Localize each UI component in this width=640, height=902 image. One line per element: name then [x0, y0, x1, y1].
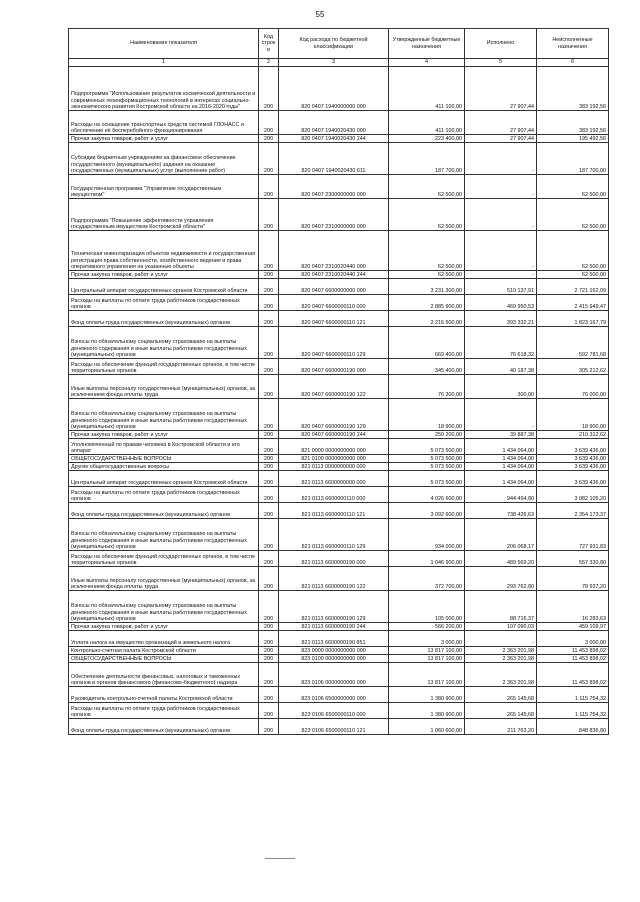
table-row	[69, 431, 609, 439]
row-budget-code: 821 0113 6600000190 000	[279, 551, 389, 567]
row-budget-code: 821 0113 6600000000 000	[279, 471, 389, 487]
table-row	[69, 623, 609, 631]
table-row	[69, 631, 609, 647]
header-budget-code: Код расхода по бюджетной классификации	[279, 29, 389, 59]
row-unexecuted: 2 721 162,09	[537, 279, 609, 295]
row-unexecuted: 187 700,00	[537, 143, 609, 175]
table-row	[69, 663, 609, 687]
row-approved: 5 073 500,00	[389, 463, 465, 471]
row-line-code: 200	[259, 359, 279, 375]
row-budget-code: 823 0100 0000000000 000	[279, 655, 389, 663]
row-line-code: 200	[259, 375, 279, 399]
row-approved: 105 000,00	[389, 591, 465, 623]
row-executed: 944 494,80	[465, 487, 537, 503]
row-name: Прочая закупка товаров, работ и услуг	[69, 623, 259, 631]
row-name: Техническая инвентаризация объектов недвижимости и государственная регистрация права собственности, хозяйственного ведения и права оперативного управления на указанные объекты	[69, 231, 259, 271]
row-executed: -	[465, 175, 537, 199]
row-unexecuted: 11 453 898,02	[537, 655, 609, 663]
row-approved: 13 817 100,00	[389, 655, 465, 663]
table-row	[69, 311, 609, 327]
row-line-code: 200	[259, 631, 279, 647]
row-approved: 187 700,00	[389, 143, 465, 175]
row-approved: 669 400,00	[389, 327, 465, 359]
row-budget-code: 820 0407 6600000110 129	[279, 327, 389, 359]
row-approved: 62 500,00	[389, 231, 465, 271]
row-unexecuted: 78 937,20	[537, 567, 609, 591]
table-row	[69, 143, 609, 175]
table-row	[69, 439, 609, 455]
row-executed: -	[465, 399, 537, 431]
table-row	[69, 327, 609, 359]
row-name: Расходы на выплаты по оплате труда работников государственных органов	[69, 703, 259, 719]
column-number: 5	[465, 59, 537, 67]
row-name: Фонд оплаты труда государственных (муниципальных) органов	[69, 503, 259, 519]
row-executed: 738 426,63	[465, 503, 537, 519]
table-row	[69, 399, 609, 431]
row-executed: 40 187,38	[465, 359, 537, 375]
row-budget-code: 823 0000 0000000000 000	[279, 647, 389, 655]
row-unexecuted: 2 354 173,37	[537, 503, 609, 519]
row-approved: 3 000,00	[389, 631, 465, 647]
table-row	[69, 279, 609, 295]
row-line-code: 200	[259, 271, 279, 279]
row-unexecuted: 3 082 105,20	[537, 487, 609, 503]
row-approved: 1 060 600,00	[389, 719, 465, 735]
table-row	[69, 687, 609, 703]
row-executed: 27 907,44	[465, 111, 537, 135]
row-line-code: 200	[259, 463, 279, 471]
row-executed: -	[465, 231, 537, 271]
column-number: 3	[279, 59, 389, 67]
column-number-row	[69, 59, 609, 67]
row-name: Иные выплаты персоналу государственных (муниципальных) органов, за исключением фонда оплаты труда	[69, 375, 259, 399]
row-executed: 211 763,20	[465, 719, 537, 735]
row-approved: 411 100,00	[389, 111, 465, 135]
row-approved: 13 817 100,00	[389, 663, 465, 687]
row-approved: 62 500,00	[389, 199, 465, 231]
table-row	[69, 503, 609, 519]
row-unexecuted: 3 639 436,00	[537, 463, 609, 471]
row-approved: 345 400,00	[389, 359, 465, 375]
row-approved: 5 073 500,00	[389, 471, 465, 487]
header-approved: Утвержденные бюджетные назначения	[389, 29, 465, 59]
row-executed: 2 363 201,98	[465, 647, 537, 655]
table-row	[69, 175, 609, 199]
row-executed: 293 762,80	[465, 567, 537, 591]
row-approved: 2 216 500,00	[389, 311, 465, 327]
row-unexecuted: 62 500,00	[537, 231, 609, 271]
row-approved: 3 092 600,00	[389, 503, 465, 519]
row-approved: 566 200,00	[389, 623, 465, 631]
row-approved: 18 900,00	[389, 399, 465, 431]
row-name: Уплата налога на имущество организаций и земельного налога	[69, 631, 259, 647]
row-unexecuted: 1 115 754,32	[537, 703, 609, 719]
row-budget-code: 820 0407 2310020440 000	[279, 231, 389, 271]
row-line-code: 200	[259, 487, 279, 503]
row-executed: -	[465, 631, 537, 647]
row-line-code: 200	[259, 687, 279, 703]
row-line-code: 200	[259, 567, 279, 591]
row-unexecuted: 727 931,83	[537, 519, 609, 551]
table-row	[69, 647, 609, 655]
row-budget-code: 820 0407 1940020430 244	[279, 135, 389, 143]
row-name: Центральный аппарат государственных органов Костромской области	[69, 279, 259, 295]
row-unexecuted: 11 453 898,02	[537, 663, 609, 687]
row-budget-code: 823 0106 0000000000 000	[279, 663, 389, 687]
row-line-code: 200	[259, 719, 279, 735]
row-line-code: 200	[259, 471, 279, 487]
row-unexecuted: 305 212,62	[537, 359, 609, 375]
row-name: Руководитель контрольно-счетной палаты Костромской области	[69, 687, 259, 703]
row-name: Взносы по обязательному социальному страхованию на выплаты денежного содержания и иные выплаты работникам государственных (муниципальных) органов	[69, 519, 259, 551]
row-executed: 1 434 064,00	[465, 463, 537, 471]
row-unexecuted: 1 823 167,79	[537, 311, 609, 327]
row-line-code: 200	[259, 143, 279, 175]
row-name: Уполномоченный по правам человека в Костромской области и его аппарат	[69, 439, 259, 455]
row-unexecuted: 2 415 949,47	[537, 295, 609, 311]
row-line-code: 200	[259, 455, 279, 463]
row-approved: 223 400,00	[389, 135, 465, 143]
row-executed: 107 090,03	[465, 623, 537, 631]
row-name: Взносы по обязательному социальному страхованию на выплаты денежного содержания и иные выплаты работникам государственных (муниципальных) органов	[69, 591, 259, 623]
table-row	[69, 135, 609, 143]
row-budget-code: 820 0407 6600000110 000	[279, 295, 389, 311]
row-budget-code: 820 0407 6600000190 000	[279, 359, 389, 375]
row-executed: 88 716,37	[465, 591, 537, 623]
row-unexecuted: 3 639 436,00	[537, 471, 609, 487]
row-unexecuted: 11 453 898,02	[537, 647, 609, 655]
row-approved: 13 817 100,00	[389, 647, 465, 655]
row-line-code: 200	[259, 663, 279, 687]
row-name: Государственная программа "Управление государственным имуществом"	[69, 175, 259, 199]
row-approved: 62 500,00	[389, 175, 465, 199]
row-name: Расходы на выплаты по оплате труда работников государственных органов	[69, 295, 259, 311]
row-executed: 265 145,68	[465, 703, 537, 719]
row-budget-code: 821 0113 6600000190 122	[279, 567, 389, 591]
row-approved: 2 885 900,00	[389, 295, 465, 311]
row-line-code: 200	[259, 231, 279, 271]
row-budget-code: 820 0407 2300000000 000	[279, 175, 389, 199]
row-executed: 1 434 064,00	[465, 455, 537, 463]
row-budget-code: 821 0100 0000000000 000	[279, 455, 389, 463]
row-line-code: 200	[259, 399, 279, 431]
row-executed: -	[465, 199, 537, 231]
row-approved: 4 026 600,00	[389, 487, 465, 503]
row-executed: 1 434 064,00	[465, 439, 537, 455]
row-budget-code: 820 0407 6600000110 121	[279, 311, 389, 327]
row-budget-code: 820 0407 1940020430 000	[279, 111, 389, 135]
row-approved: 76 300,00	[389, 375, 465, 399]
table-row	[69, 551, 609, 567]
row-line-code: 200	[259, 311, 279, 327]
row-name: Субсидии бюджетным учреждениям на финансовое обеспечение государственного (муниципального) задания на оказание государственных (муниципальных) услуг (выполнение работ)	[69, 143, 259, 175]
row-executed: 300,00	[465, 375, 537, 399]
row-executed: 27 907,44	[465, 67, 537, 111]
row-line-code: 200	[259, 199, 279, 231]
table-row	[69, 295, 609, 311]
table-row	[69, 591, 609, 623]
row-executed: 27 907,44	[465, 135, 537, 143]
row-approved: 934 000,00	[389, 519, 465, 551]
table-body	[69, 67, 609, 735]
row-unexecuted: 3 639 436,00	[537, 439, 609, 455]
row-executed: 206 068,17	[465, 519, 537, 551]
row-executed: 2 363 201,98	[465, 663, 537, 687]
row-name: Расходы на оснащение транспортных средств системой ГЛОНАСС и обеспечение её бесперебойного функционирования	[69, 111, 259, 135]
row-name: Прочая закупка товаров, работ и услуг	[69, 431, 259, 439]
row-executed: 469 950,53	[465, 295, 537, 311]
row-unexecuted: 3 639 436,00	[537, 455, 609, 463]
row-name: Фонд оплаты труда государственных (муниципальных) органов	[69, 311, 259, 327]
table-row	[69, 703, 609, 719]
row-name: Обеспечение деятельности финансовых, налоговых и таможенных органов и органов финансового (финансово-бюджетного) надзора	[69, 663, 259, 687]
row-approved: 1 046 900,00	[389, 551, 465, 567]
row-budget-code: 821 0113 6600000110 000	[279, 487, 389, 503]
row-unexecuted: 3 000,00	[537, 631, 609, 647]
footer-mark	[265, 858, 295, 859]
row-budget-code: 823 0106 6500000110 121	[279, 719, 389, 735]
row-unexecuted: 16 283,63	[537, 591, 609, 623]
row-approved: 250 200,00	[389, 431, 465, 439]
row-unexecuted: 383 192,56	[537, 67, 609, 111]
row-line-code: 200	[259, 519, 279, 551]
table-row	[69, 359, 609, 375]
row-unexecuted: 1 115 754,32	[537, 687, 609, 703]
row-name: Прочая закупка товаров, работ и услуг	[69, 271, 259, 279]
row-line-code: 200	[259, 279, 279, 295]
header-line-code: Код строк и	[259, 29, 279, 59]
row-name: Взносы по обязательному социальному страхованию на выплаты денежного содержания и иные выплаты работникам государственных (муниципальных) органов	[69, 399, 259, 431]
row-unexecuted: 76 000,00	[537, 375, 609, 399]
row-budget-code: 820 0407 6600000190 244	[279, 431, 389, 439]
column-number: 1	[69, 59, 259, 67]
row-budget-code: 821 0113 6600000110 129	[279, 519, 389, 551]
row-line-code: 200	[259, 623, 279, 631]
row-executed: 2 363 201,98	[465, 655, 537, 663]
row-executed: 393 332,21	[465, 311, 537, 327]
row-name: Иные выплаты персоналу государственных (муниципальных) органов, за исключением фонда оплаты труда	[69, 567, 259, 591]
row-executed: 1 434 064,00	[465, 471, 537, 487]
row-name: Взносы по обязательному социальному страхованию на выплаты денежного содержания и иные выплаты работникам государственных (муниципальных) органов	[69, 327, 259, 359]
row-executed: 76 618,32	[465, 327, 537, 359]
row-line-code: 200	[259, 647, 279, 655]
column-number: 6	[537, 59, 609, 67]
column-number: 2	[259, 59, 279, 67]
row-line-code: 200	[259, 431, 279, 439]
header-executed: Исполнено	[465, 29, 537, 59]
row-budget-code: 820 0407 6600000190 122	[279, 375, 389, 399]
row-name: Расходы на выплаты по оплате труда работников государственных органов	[69, 487, 259, 503]
row-line-code: 200	[259, 327, 279, 359]
row-name: Другие общегосударственные вопросы	[69, 463, 259, 471]
row-name: Фонд оплаты труда государственных (муниципальных) органов	[69, 719, 259, 735]
column-number: 4	[389, 59, 465, 67]
row-line-code: 200	[259, 591, 279, 623]
row-name: Расходы на обеспечение функций государственных органов, в том числе территориальных органов	[69, 551, 259, 567]
table-row	[69, 655, 609, 663]
row-budget-code: 820 0407 6600000000 000	[279, 279, 389, 295]
header-name: Наименование показателя	[69, 29, 259, 59]
row-line-code: 200	[259, 439, 279, 455]
row-executed: 489 569,20	[465, 551, 537, 567]
table-row	[69, 375, 609, 399]
row-budget-code: 821 0000 0000000000 000	[279, 439, 389, 455]
row-approved: 372 700,00	[389, 567, 465, 591]
row-name: Подпрограмма "Повышение эффективности управления государственным имуществом Костромской области"	[69, 199, 259, 231]
row-executed: -	[465, 271, 537, 279]
row-budget-code: 821 0113 0000000000 000	[279, 463, 389, 471]
row-line-code: 200	[259, 135, 279, 143]
table-row	[69, 567, 609, 591]
row-name: ОБЩЕГОСУДАРСТВЕННЫЕ ВОПРОСЫ	[69, 455, 259, 463]
row-name: ОБЩЕГОСУДАРСТВЕННЫЕ ВОПРОСЫ	[69, 655, 259, 663]
table-row	[69, 719, 609, 735]
row-unexecuted: 18 900,00	[537, 399, 609, 431]
row-budget-code: 821 0113 6600000190 129	[279, 591, 389, 623]
row-line-code: 200	[259, 655, 279, 663]
table-row	[69, 471, 609, 487]
row-line-code: 200	[259, 551, 279, 567]
table-row	[69, 67, 609, 111]
row-unexecuted: 62 500,00	[537, 271, 609, 279]
row-line-code: 200	[259, 295, 279, 311]
table-row	[69, 463, 609, 471]
row-line-code: 200	[259, 67, 279, 111]
table-row	[69, 271, 609, 279]
row-approved: 1 380 900,00	[389, 687, 465, 703]
row-name: Контрольно-счетная палата Костромской области	[69, 647, 259, 655]
header-unexecuted: Неисполненные назначения	[537, 29, 609, 59]
row-line-code: 200	[259, 703, 279, 719]
table-row	[69, 111, 609, 135]
row-line-code: 200	[259, 111, 279, 135]
row-approved: 5 073 500,00	[389, 455, 465, 463]
row-approved: 62 500,00	[389, 271, 465, 279]
row-budget-code: 820 0407 1940000000 000	[279, 67, 389, 111]
row-executed: 265 145,68	[465, 687, 537, 703]
row-unexecuted: 848 836,80	[537, 719, 609, 735]
row-name: Прочая закупка товаров, работ и услуг	[69, 135, 259, 143]
row-approved: 3 231 300,00	[389, 279, 465, 295]
row-executed: 510 137,91	[465, 279, 537, 295]
table-row	[69, 519, 609, 551]
row-name: Расходы на обеспечение функций государственных органов, в том числе территориальных органов	[69, 359, 259, 375]
row-unexecuted: 195 492,56	[537, 135, 609, 143]
row-line-code: 200	[259, 175, 279, 199]
table-row	[69, 487, 609, 503]
row-unexecuted: 383 192,56	[537, 111, 609, 135]
row-executed: 39 887,38	[465, 431, 537, 439]
row-line-code: 200	[259, 503, 279, 519]
row-budget-code: 823 0106 6500000000 000	[279, 687, 389, 703]
page-number: 55	[315, 10, 325, 19]
row-unexecuted: 459 109,97	[537, 623, 609, 631]
row-budget-code: 820 0407 6600000190 129	[279, 399, 389, 431]
table-row	[69, 231, 609, 271]
row-approved: 1 380 900,00	[389, 703, 465, 719]
row-budget-code: 820 0407 1940020430 611	[279, 143, 389, 175]
row-approved: 5 073 500,00	[389, 439, 465, 455]
row-budget-code: 820 0407 2310000000 000	[279, 199, 389, 231]
row-budget-code: 821 0113 6600000190 851	[279, 631, 389, 647]
row-approved: 411 100,00	[389, 67, 465, 111]
row-unexecuted: 62 500,00	[537, 175, 609, 199]
table-row	[69, 199, 609, 231]
row-name: Центральный аппарат государственных органов Костромской области	[69, 471, 259, 487]
row-executed: -	[465, 143, 537, 175]
row-budget-code: 820 0407 2310020440 244	[279, 271, 389, 279]
budget-execution-table	[68, 28, 609, 735]
row-unexecuted: 210 312,62	[537, 431, 609, 439]
row-budget-code: 821 0113 6600000190 244	[279, 623, 389, 631]
row-budget-code: 823 0106 6500000110 000	[279, 703, 389, 719]
row-unexecuted: 62 500,00	[537, 199, 609, 231]
row-name: Подпрограмма "Использование результатов космической деятельности и современных геоинформационных технологий в интересах социально-экономического развития Костромской области на 2016-2020 годы"	[69, 67, 259, 111]
row-unexecuted: 592 781,68	[537, 327, 609, 359]
table-row	[69, 455, 609, 463]
row-unexecuted: 557 330,80	[537, 551, 609, 567]
row-budget-code: 821 0113 6600000110 121	[279, 503, 389, 519]
